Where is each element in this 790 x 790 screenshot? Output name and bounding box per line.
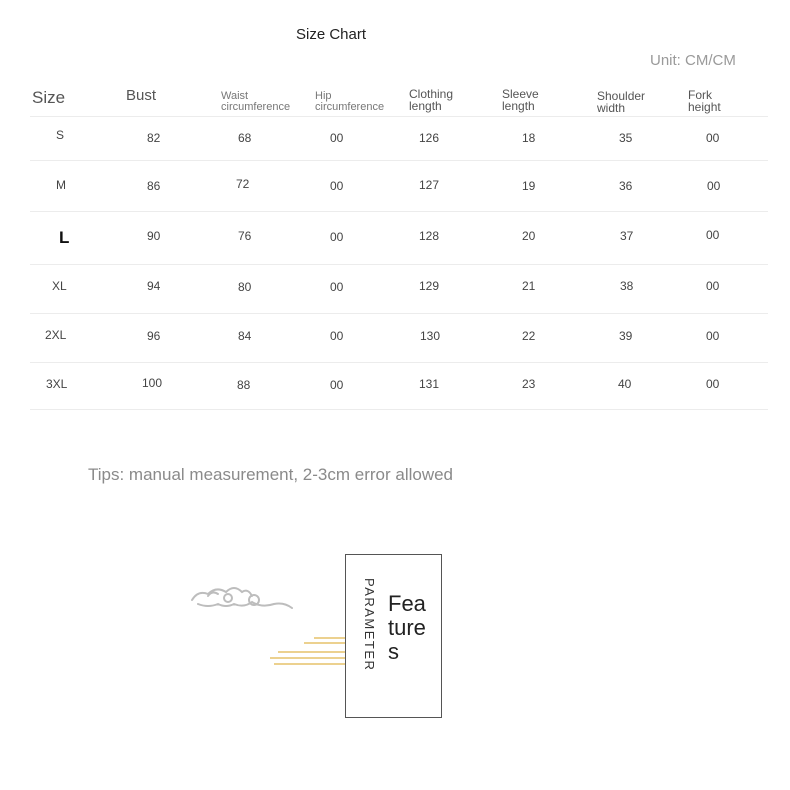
clothing-length-cell: 128 (419, 229, 440, 243)
col-header-bust: Bust (126, 87, 157, 104)
fork-height-cell: 00 (706, 329, 720, 343)
clothing-length-cell: 127 (419, 178, 440, 192)
sleeve-length-cell: 22 (522, 329, 536, 343)
clothing-length-cell: 131 (419, 377, 440, 391)
shoulder-width-cell: 36 (619, 179, 633, 193)
tips-text: Tips: manual measurement, 2-3cm error allowed (88, 465, 454, 484)
shoulder-width-cell: 40 (618, 377, 632, 391)
size-cell: S (56, 128, 65, 142)
waist-cell: 72 (236, 177, 250, 191)
col-header-size: Size (32, 88, 66, 107)
hip-cell: 00 (330, 179, 344, 193)
clothing-length-cell: 126 (419, 131, 440, 145)
bust-cell: 90 (147, 229, 161, 243)
shoulder-width-cell: 35 (619, 131, 633, 145)
bust-cell: 86 (147, 179, 161, 193)
fork-height-cell: 00 (707, 179, 721, 193)
waist-cell: 76 (238, 229, 252, 243)
waist-cell: 84 (238, 329, 252, 343)
fork-height-cell: 00 (706, 377, 720, 391)
bust-cell: 94 (147, 279, 161, 293)
clothing-length-cell: 130 (420, 329, 441, 343)
row-divider (30, 362, 768, 363)
size-cell: 3XL (46, 377, 68, 391)
header-divider (30, 116, 768, 117)
sleeve-length-cell: 21 (522, 279, 536, 293)
col-header-waist: Waist circumference (221, 90, 291, 113)
waist-cell: 68 (238, 131, 252, 145)
sleeve-length-cell: 23 (522, 377, 536, 391)
fork-height-cell: 00 (706, 228, 720, 242)
waist-cell: 80 (238, 280, 252, 294)
features-line: ture (388, 615, 426, 640)
shoulder-width-cell: 39 (619, 329, 633, 343)
sleeve-length-cell: 20 (522, 229, 536, 243)
shoulder-width-cell: 38 (620, 279, 634, 293)
hip-cell: 00 (330, 280, 344, 294)
col-header-hip: Hip circumference (315, 90, 385, 113)
unit-label: Unit: CM/CM (650, 52, 736, 69)
features-label (388, 592, 438, 664)
row-divider (30, 211, 768, 212)
cloud-ornament-icon (188, 578, 298, 614)
fork-height-cell: 00 (706, 279, 720, 293)
size-cell: L (59, 228, 70, 247)
col-header-sleeve-length: Sleeve length (502, 87, 539, 113)
hip-cell: 00 (330, 378, 344, 392)
fork-height-cell: 00 (706, 131, 720, 145)
shoulder-width-cell: 37 (620, 229, 634, 243)
hip-cell: 00 (330, 329, 344, 343)
gold-stripes-icon (268, 634, 348, 670)
bust-cell: 100 (142, 376, 163, 390)
col-header-clothing-length: Clothing length (409, 87, 454, 113)
row-divider (30, 160, 768, 161)
bust-cell: 82 (147, 131, 161, 145)
features-line: s (388, 639, 399, 664)
size-cell: M (56, 178, 66, 192)
page-title: Size Chart (296, 26, 367, 43)
row-divider (30, 409, 768, 410)
col-header-shoulder-width: Shoulder width (597, 89, 646, 115)
clothing-length-cell: 129 (419, 279, 440, 293)
hip-cell: 00 (330, 131, 344, 145)
parameter-vertical-label: PARAMETER (362, 578, 377, 672)
sleeve-length-cell: 19 (522, 179, 536, 193)
sleeve-length-cell: 18 (522, 131, 536, 145)
features-line: Fea (388, 591, 426, 616)
row-divider (30, 264, 768, 265)
size-cell: 2XL (45, 328, 67, 342)
col-header-fork-height: Fork height (688, 88, 721, 114)
bust-cell: 96 (147, 329, 161, 343)
row-divider (30, 313, 768, 314)
waist-cell: 88 (237, 378, 251, 392)
hip-cell: 00 (330, 230, 344, 244)
size-cell: XL (52, 279, 67, 293)
